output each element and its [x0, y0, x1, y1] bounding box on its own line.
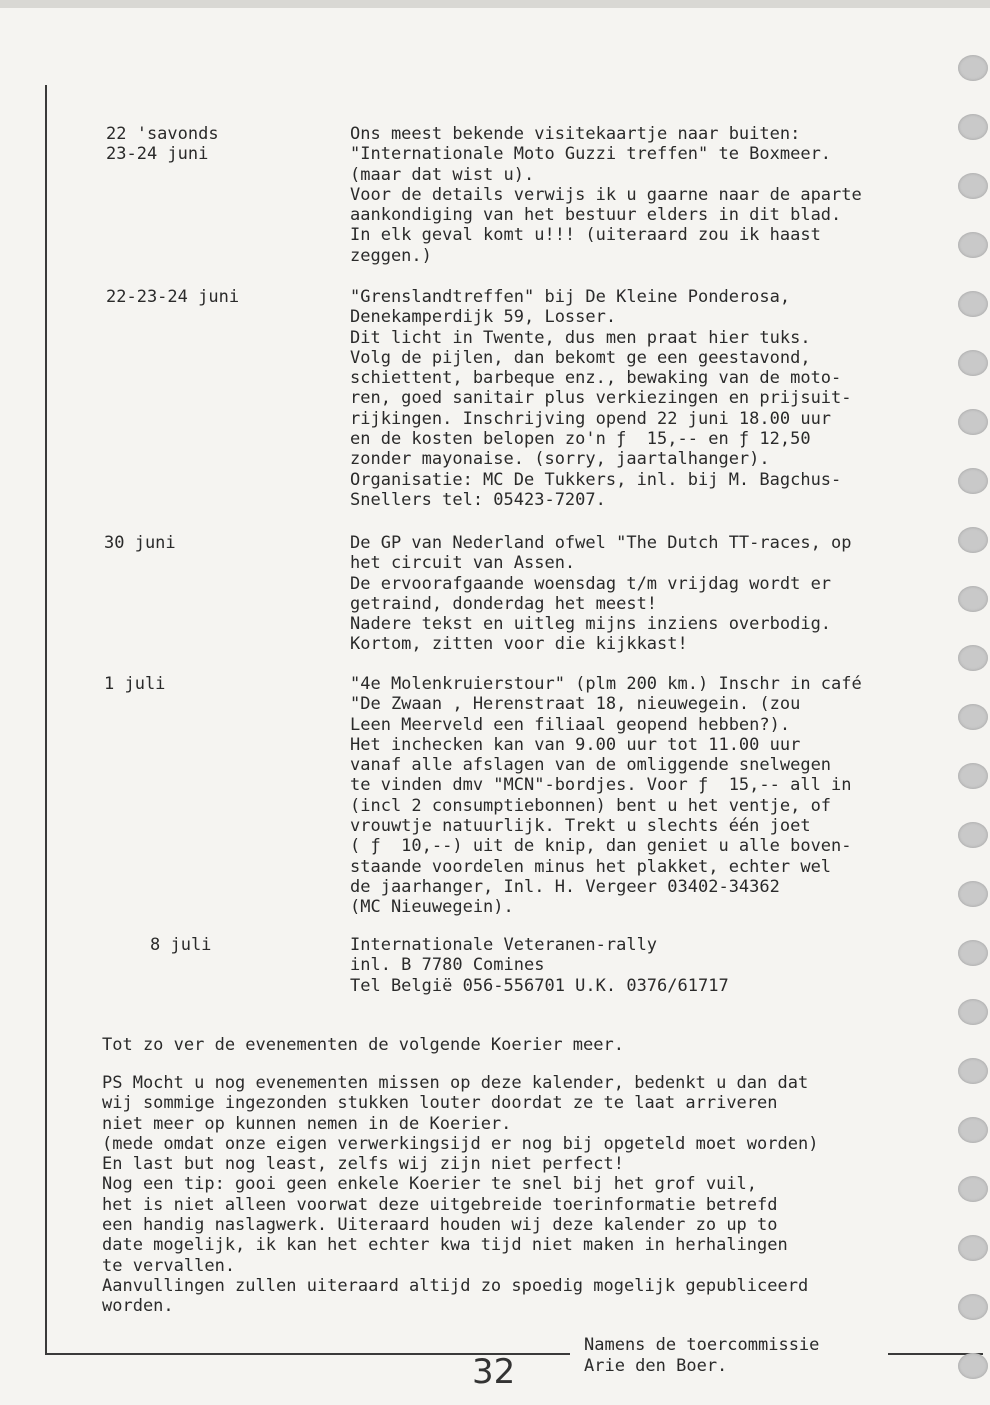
entry-text: Ons meest bekende visitekaartje naar buiten: "Internationale Moto Guzzi treffen" te Boxmeer. (maar dat wist u). Voor de details verwijs ik u gaarne naar de aparte aankondiging van het bestuur elders in dit blad. In elk geval komt u!!! (uiteraard zou ik haast zeggen.) — [350, 124, 862, 266]
postscript: PS Mocht u nog evenementen missen op deze kalender, bedenkt u dan dat wij sommige ingezonden stukken louter doordat ze te laat arriveren niet meer op kunnen nemen in de Koerier. (mede omdat onze eigen verwerkingsijd er nog bij opgeteld moet worden) En last but nog least, zelfs wij zijn niet perfect! Nog een tip: gooi geen enkele Koerier te snel bij het grof vuil, het is niet alleen voorwat deze uitgebreide toerinformatie betrefd een handig naslagwerk. Uiteraard houden wij deze kalender zo up to date mogelijk, ik kan het echter kwa tijd niet maken in herhalingen te vervallen. Aanvullingen zullen uiteraard altijd zo spoedig mogelijk gepubliceerd worden. — [102, 1073, 819, 1317]
binder-hole — [958, 1176, 988, 1202]
binder-hole — [958, 586, 988, 612]
entry-date: 22-23-24 juni — [106, 287, 240, 307]
binder-hole — [958, 468, 988, 494]
binder-hole — [958, 704, 988, 730]
page-top-edge — [0, 0, 990, 8]
binder-hole — [958, 763, 988, 789]
binder-hole — [958, 55, 988, 81]
closing-line: Tot zo ver de evenementen de volgende Koerier meer. — [102, 1035, 624, 1055]
binder-hole — [958, 350, 988, 376]
binder-hole — [958, 999, 988, 1025]
binder-hole — [958, 409, 988, 435]
page-number: 32 — [472, 1352, 516, 1392]
entry-date: 30 juni — [104, 533, 176, 553]
entry-text: "4e Molenkruierstour" (plm 200 km.) Inschr in café "De Zwaan , Herenstraat 18, nieuwegein. (zou Leen Meerveld een filiaal geopend hebben?). Het inchecken kan van 9.00 uur tot 11.00 uur vanaf alle afslagen van de omliggende snelwegen te vinden dmv "MCN"-bordjes. Voor ƒ 15,-- all in (incl 2 consumptiebonnen) bent u het ventje, of vrouwtje natuurlijk. Trekt u slechts één joet ( ƒ 10,--) uit de knip, dan geniet u alle boven- staande voordelen minus het plakket, echter wel de jaarhanger, Inl. H. Vergeer 03402-34362 (MC Nieuwegein). — [350, 674, 862, 918]
entry-date: 22 'savonds 23-24 juni — [106, 124, 219, 165]
binder-hole — [958, 822, 988, 848]
binder-hole — [958, 940, 988, 966]
binder-hole — [958, 1235, 988, 1261]
binder-holes — [958, 50, 990, 1400]
binder-hole — [958, 173, 988, 199]
entry-text: Internationale Veteranen-rally inl. B 7780 Comines Tel België 056-556701 U.K. 0376/61717 — [350, 935, 729, 996]
binder-hole — [958, 645, 988, 671]
binder-hole — [958, 232, 988, 258]
entry-date: 1 juli — [104, 674, 166, 694]
binder-hole — [958, 291, 988, 317]
entry-text: "Grenslandtreffen" bij De Kleine Ponderosa, Denekamperdijk 59, Losser. Dit licht in Twente, dus men praat hier tuks. Volg de pijlen, dan bekomt ge een geestavond, schiettent, barbeque enz., bewaking van de moto- ren, goed sanitair plus verkiezingen en prijsuit- rijkingen. Inschrijving opend 22 juni 18.00 uur en de kosten belopen zo'n ƒ 15,-- en ƒ 12,50 zonder mayonaise. (sorry, jaartalhanger). Organisatie: MC De Tukkers, inl. bij M. Bagchus- Snellers tel: 05423-7207. — [350, 287, 852, 510]
binder-hole — [958, 1117, 988, 1143]
binder-hole — [958, 1294, 988, 1320]
binder-hole — [958, 527, 988, 553]
binder-hole — [958, 114, 988, 140]
binder-hole — [958, 1353, 988, 1379]
entry-date: 8 juli — [150, 935, 212, 955]
binder-hole — [958, 881, 988, 907]
signature: Namens de toercommissie Arie den Boer. — [584, 1335, 820, 1376]
left-margin-rule — [45, 85, 47, 1355]
binder-hole — [958, 1058, 988, 1084]
entry-text: De GP van Nederland ofwel "The Dutch TT-races, op het circuit van Assen. De ervoorafgaande woensdag t/m vrijdag wordt er getraind, donderdag het meest! Nadere tekst en uitleg mijns inziens overbodig. Kortom, zitten voor die kijkkast! — [350, 533, 852, 655]
